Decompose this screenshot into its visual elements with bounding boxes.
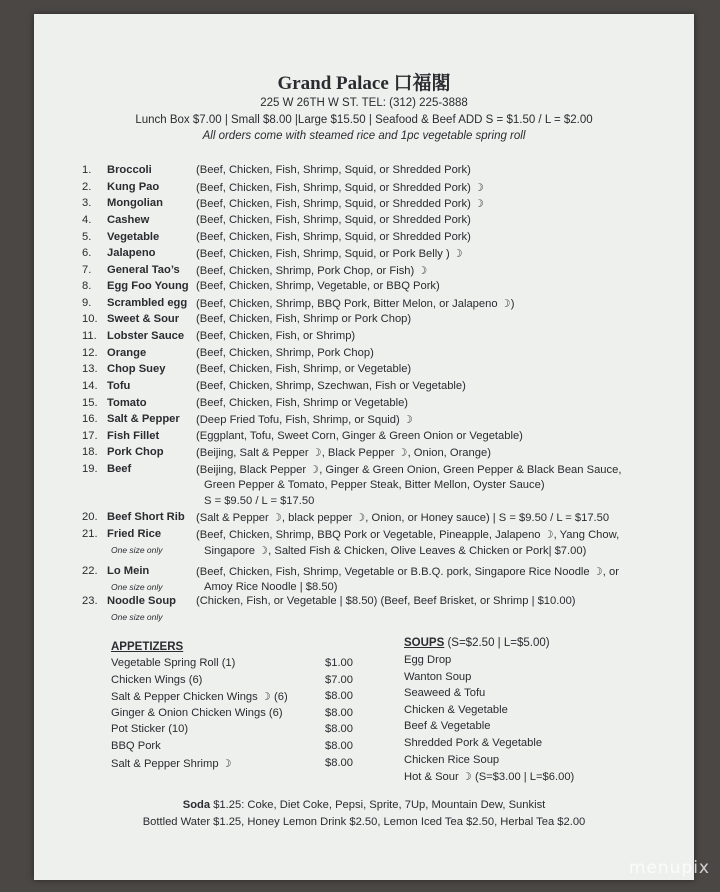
soups-heading-price: (S=$2.50 | L=$5.00) [447,637,550,649]
list-item [34,430,694,446]
item-number: 19. [82,463,98,475]
soup-item: Beef & Vegetable [404,720,491,733]
drinks-line: Bottled Water $1.25, Honey Lemon Drink $2.50, Lemon Iced Tea $2.50, Herbal Tea $2.00 [142,816,586,828]
item-number: 18. [82,446,98,458]
appetizer-name: Salt & Pepper Shrimp ☽ [111,757,232,770]
appetizer-price: $8.00 [325,756,353,769]
item-number: 20. [82,511,98,523]
soup-item: Wanton Soup [404,670,472,683]
item-options: (Beijing, Black Pepper ☽, Ginger & Green Onion, Green Pepper & Black Bean Sauce, [196,464,622,476]
item-options: (Beef, Chicken, Fish, Shrimp or Vegetable) [196,397,409,409]
item-name: Cashew [107,214,150,226]
list-item [34,313,694,329]
item-options: (Beef, Chicken, Fish, Shrimp, Squid, or Shredded Pork) [196,214,471,226]
soda-line [34,799,694,811]
page-title: Grand Palace 口福閣 [277,73,451,94]
list-item [34,297,694,313]
soup-item: Shredded Pork & Vegetable [404,737,543,749]
appetizer-name: Vegetable Spring Roll (1) [111,657,236,669]
item-options: (Beef, Chicken, Fish, Shrimp, Squid, or Shredded Pork) [196,164,471,176]
item-options: (Beef, Chicken, Fish, or Shrimp) [196,330,356,342]
list-item [34,565,694,581]
list-item [34,280,694,296]
item-options: (Salt & Pepper ☽, black pepper ☽, Onion, or Honey sauce) | S = $9.50 / L = $17.50 [196,512,610,524]
item-options: (Beef, Chicken, Shrimp, Szechwan, Fish or Vegetable) [196,380,466,392]
soup-item: Chicken & Vegetable [404,703,508,716]
list-item [34,347,694,363]
size-note: One size only [111,545,163,555]
item-options: (Beef, Chicken, Shrimp, Pork Chop) [196,347,374,359]
list-item [34,363,694,379]
item-options-continued: Amoy Rice Noodle | $8.50) [204,581,338,593]
item-name: Noodle Soup [107,595,176,607]
item-number: 1. [82,164,92,176]
size-note: One size only [111,612,163,622]
item-number: 9. [82,297,92,309]
appetizer-price: $1.00 [325,657,353,669]
list-item [34,446,694,462]
item-options: (Beef, Chicken, Fish, Shrimp, Squid, or Shredded Pork) ☽ [196,182,484,194]
item-number: 4. [82,214,92,226]
list-item [34,247,694,263]
rice-note: All orders come with steamed rice and 1pc vegetable spring roll [202,130,526,142]
item-number: 5. [82,231,92,243]
item-number: 12. [82,347,98,359]
pricing-line: Lunch Box $7.00 | Small $8.00 |Large $15.50 | Seafood & Beef ADD S = $1.50 / L = $2.00 [135,114,593,126]
item-number: 23. [82,595,98,607]
soup-item: Hot & Sour ☽ (S=$3.00 | L=$6.00) [404,771,575,784]
item-name: Beef [107,463,132,475]
item-name: Mongolian [107,197,163,209]
address-line: 225 W 26TH W ST. TEL: (312) 225-3888 [260,97,468,109]
item-name: Kung Pao [107,181,160,193]
list-item [34,231,694,247]
item-name: General Tao’s [107,264,180,276]
list-item [34,413,694,429]
item-options: (Chicken, Fish, or Vegetable | $8.50) (Beef, Beef Brisket, or Shrimp | $10.00) [196,595,576,607]
item-name: Vegetable [107,231,160,243]
list-item [34,330,694,346]
soup-item: Chicken Rice Soup [404,753,500,766]
item-name: Tofu [107,380,131,392]
item-number: 15. [82,397,98,409]
item-number: 6. [82,247,92,259]
item-options: (Beef, Chicken, Shrimp, BBQ Pork or Vegetable, Pineapple, Jalapeno ☽, Yang Chow, [196,529,620,541]
item-options: (Beef, Chicken, Fish, Shrimp or Pork Chop) [196,313,412,325]
appetizer-name: Pot Sticker (10) [111,723,189,736]
appetizer-price: $8.00 [325,723,353,736]
list-item [34,264,694,280]
item-number: 13. [82,363,98,375]
list-item [34,181,694,197]
item-number: 14. [82,380,98,392]
appetizer-name: Salt & Pepper Chicken Wings ☽ (6) [111,691,288,704]
item-name: Fish Fillet [107,430,160,442]
item-options: (Beef, Chicken, Shrimp, Pork Chop, or Fish) ☽ [196,265,428,277]
item-number: 2. [82,181,92,193]
item-number: 17. [82,430,98,442]
item-name: Chop Suey [107,363,166,375]
list-item [34,197,694,213]
appetizers-heading: APPETIZERS [111,641,184,653]
list-item [34,595,694,611]
appetizer-price: $7.00 [325,673,353,686]
item-name: Lobster Sauce [107,330,185,342]
list-item [34,511,694,527]
appetizer-price: $8.00 [325,740,353,752]
item-name: Jalapeno [107,247,156,259]
item-name: Sweet & Sour [107,313,180,325]
appetizer-name: Chicken Wings (6) [111,673,203,686]
soda-label: Soda [182,799,211,811]
soda-text: $1.25: Coke, Diet Coke, Pepsi, Sprite, 7Up, Mountain Dew, Sunkist [210,799,546,811]
item-name: Pork Chop [107,446,164,458]
item-number: 16. [82,413,98,425]
appetizer-price: $8.00 [325,706,353,719]
watermark-logo: menupix [628,858,710,878]
item-options-continued: Green Pepper & Tomato, Pepper Steak, Bitter Mellon, Oyster Sauce) [204,479,545,491]
list-item [34,214,694,230]
item-name: Orange [107,347,147,359]
item-name: Egg Foo Young [107,280,189,292]
soups-heading-label: SOUPS [404,637,445,649]
item-options: (Eggplant, Tofu, Sweet Corn, Ginger & Green Onion or Vegetable) [196,430,523,442]
item-number: 21. [82,528,98,540]
list-item [34,380,694,396]
item-options: (Beef, Chicken, Shrimp, BBQ Pork, Bitter Melon, or Jalapeno ☽) [196,298,515,310]
item-options: (Beef, Chicken, Fish, Shrimp, Squid, or Shredded Pork) ☽ [196,198,484,210]
item-options: (Deep Fried Tofu, Fish, Shrimp, or Squid) ☽ [196,414,413,426]
item-name: Lo Mein [107,565,150,577]
item-number: 3. [82,197,92,209]
item-options: (Beef, Chicken, Shrimp, Vegetable, or BBQ Pork) [196,280,440,292]
item-options: (Beef, Chicken, Fish, Shrimp, Vegetable or B.B.Q. pork, Singapore Rice Noodle ☽, or [196,566,619,578]
appetizer-name: Ginger & Onion Chicken Wings (6) [111,706,283,719]
item-options-continued: Singapore ☽, Salted Fish & Chicken, Olive Leaves & Chicken or Pork| $7.00) [204,545,587,557]
size-note: One size only [111,582,163,592]
appetizer-name: BBQ Pork [111,740,161,752]
item-name: Fried Rice [107,528,162,540]
item-number: 7. [82,264,92,276]
list-item [34,463,694,479]
item-number: 22. [82,565,98,577]
soup-item: Seaweed & Tofu [404,687,486,700]
soups-heading [404,637,550,649]
item-number: 8. [82,280,92,292]
menu-sheet [34,14,694,880]
list-item [34,164,694,180]
list-item [34,397,694,413]
soup-item: Egg Drop [404,654,452,666]
item-number: 11. [82,330,97,342]
item-price-line: S = $9.50 / L = $17.50 [204,495,315,507]
item-name: Salt & Pepper [107,413,180,425]
item-name: Beef Short Rib [107,511,185,523]
item-options: (Beef, Chicken, Fish, Shrimp, Squid, or Pork Belly ) ☽ [196,248,463,260]
item-name: Broccoli [107,164,152,176]
item-options: (Beef, Chicken, Fish, Shrimp, Squid, or Shredded Pork) [196,231,471,243]
item-number: 10. [82,313,98,325]
list-item [34,528,694,544]
item-name: Tomato [107,397,147,409]
item-name: Scrambled egg [107,297,188,309]
item-options: (Beef, Chicken, Fish, Shrimp, or Vegetable) [196,363,412,375]
item-options: (Beijing, Salt & Pepper ☽, Black Pepper ☽, Onion, Orange) [196,447,491,459]
appetizer-price: $8.00 [325,690,353,703]
